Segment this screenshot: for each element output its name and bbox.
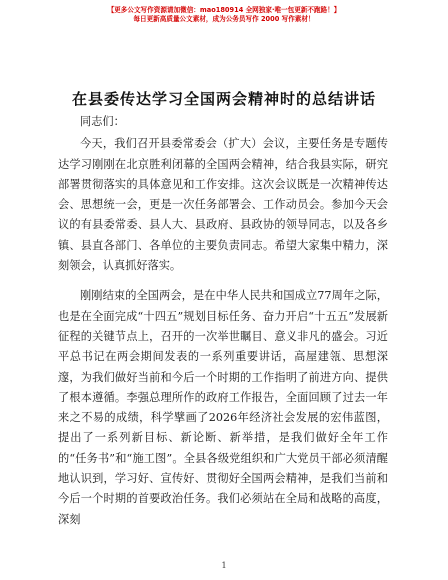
document-body xyxy=(58,112,388,530)
page-number: 1 xyxy=(221,561,227,570)
promo-banner-line1: 【更多公文写作资源请加微信：mao180914 全网独家·唯一包更新不跑路！】 xyxy=(107,6,341,14)
promo-banner xyxy=(0,6,448,24)
promo-banner-line2: 每日更新高质量公文素材，成为公务员写作 2000 写作素材！ xyxy=(133,15,315,23)
paragraph-1: 今天，我们召开县委常委会（扩大）会议，主要任务是专题传达学习刚刚在北京胜利闭幕的全国两会精神，结合我县实际，研究部署贯彻落实的具体意见和工作安排。这次会议既是一次精神传达会、思想统一会，更是一次任务部署会、工作动员会。参加今天会议的有县委常委、县人大、县政府、县政协的领导同志，以及各乡镇、县直各部门、各单位的主要负责同志。希望大家集中精力，深刻领会，认真抓好落实。 xyxy=(58,137,388,273)
paragraph-2: 刚刚结束的全国两会，是在中华人民共和国成立77周年之际，也是在全面完成“十四五”规划目标任务、奋力开启“十五五”发展新征程的关键节点上，召开的一次举世瞩目、意义非凡的盛会。习近平总书记在两会期间发表的一系列重要讲话，高屋建瓴、思想深邃，为我们做好当前和今后一个时期的工作指明了前进方向、提供了根本遵循。李强总理所作的政府工作报告，全面回顾了过去一年来之不易的成绩，科学擘画了2026年经济社会发展的宏伟蓝图，提出了一系列新目标、新论断、新举措，是我们做好全年工作的“任务书”和“施工图”。全县各级党组织和广大党员干部必须清醒地认识到，学习好、宣传好、贯彻好全国两会精神，是我们当前和今后一个时期的首要政治任务。我们必须站在全局和战略的高度，深刻 xyxy=(58,289,388,526)
document-title: 在县委传达学习全国两会精神时的总结讲话 xyxy=(71,90,376,108)
greeting: 同志们： xyxy=(80,115,125,128)
